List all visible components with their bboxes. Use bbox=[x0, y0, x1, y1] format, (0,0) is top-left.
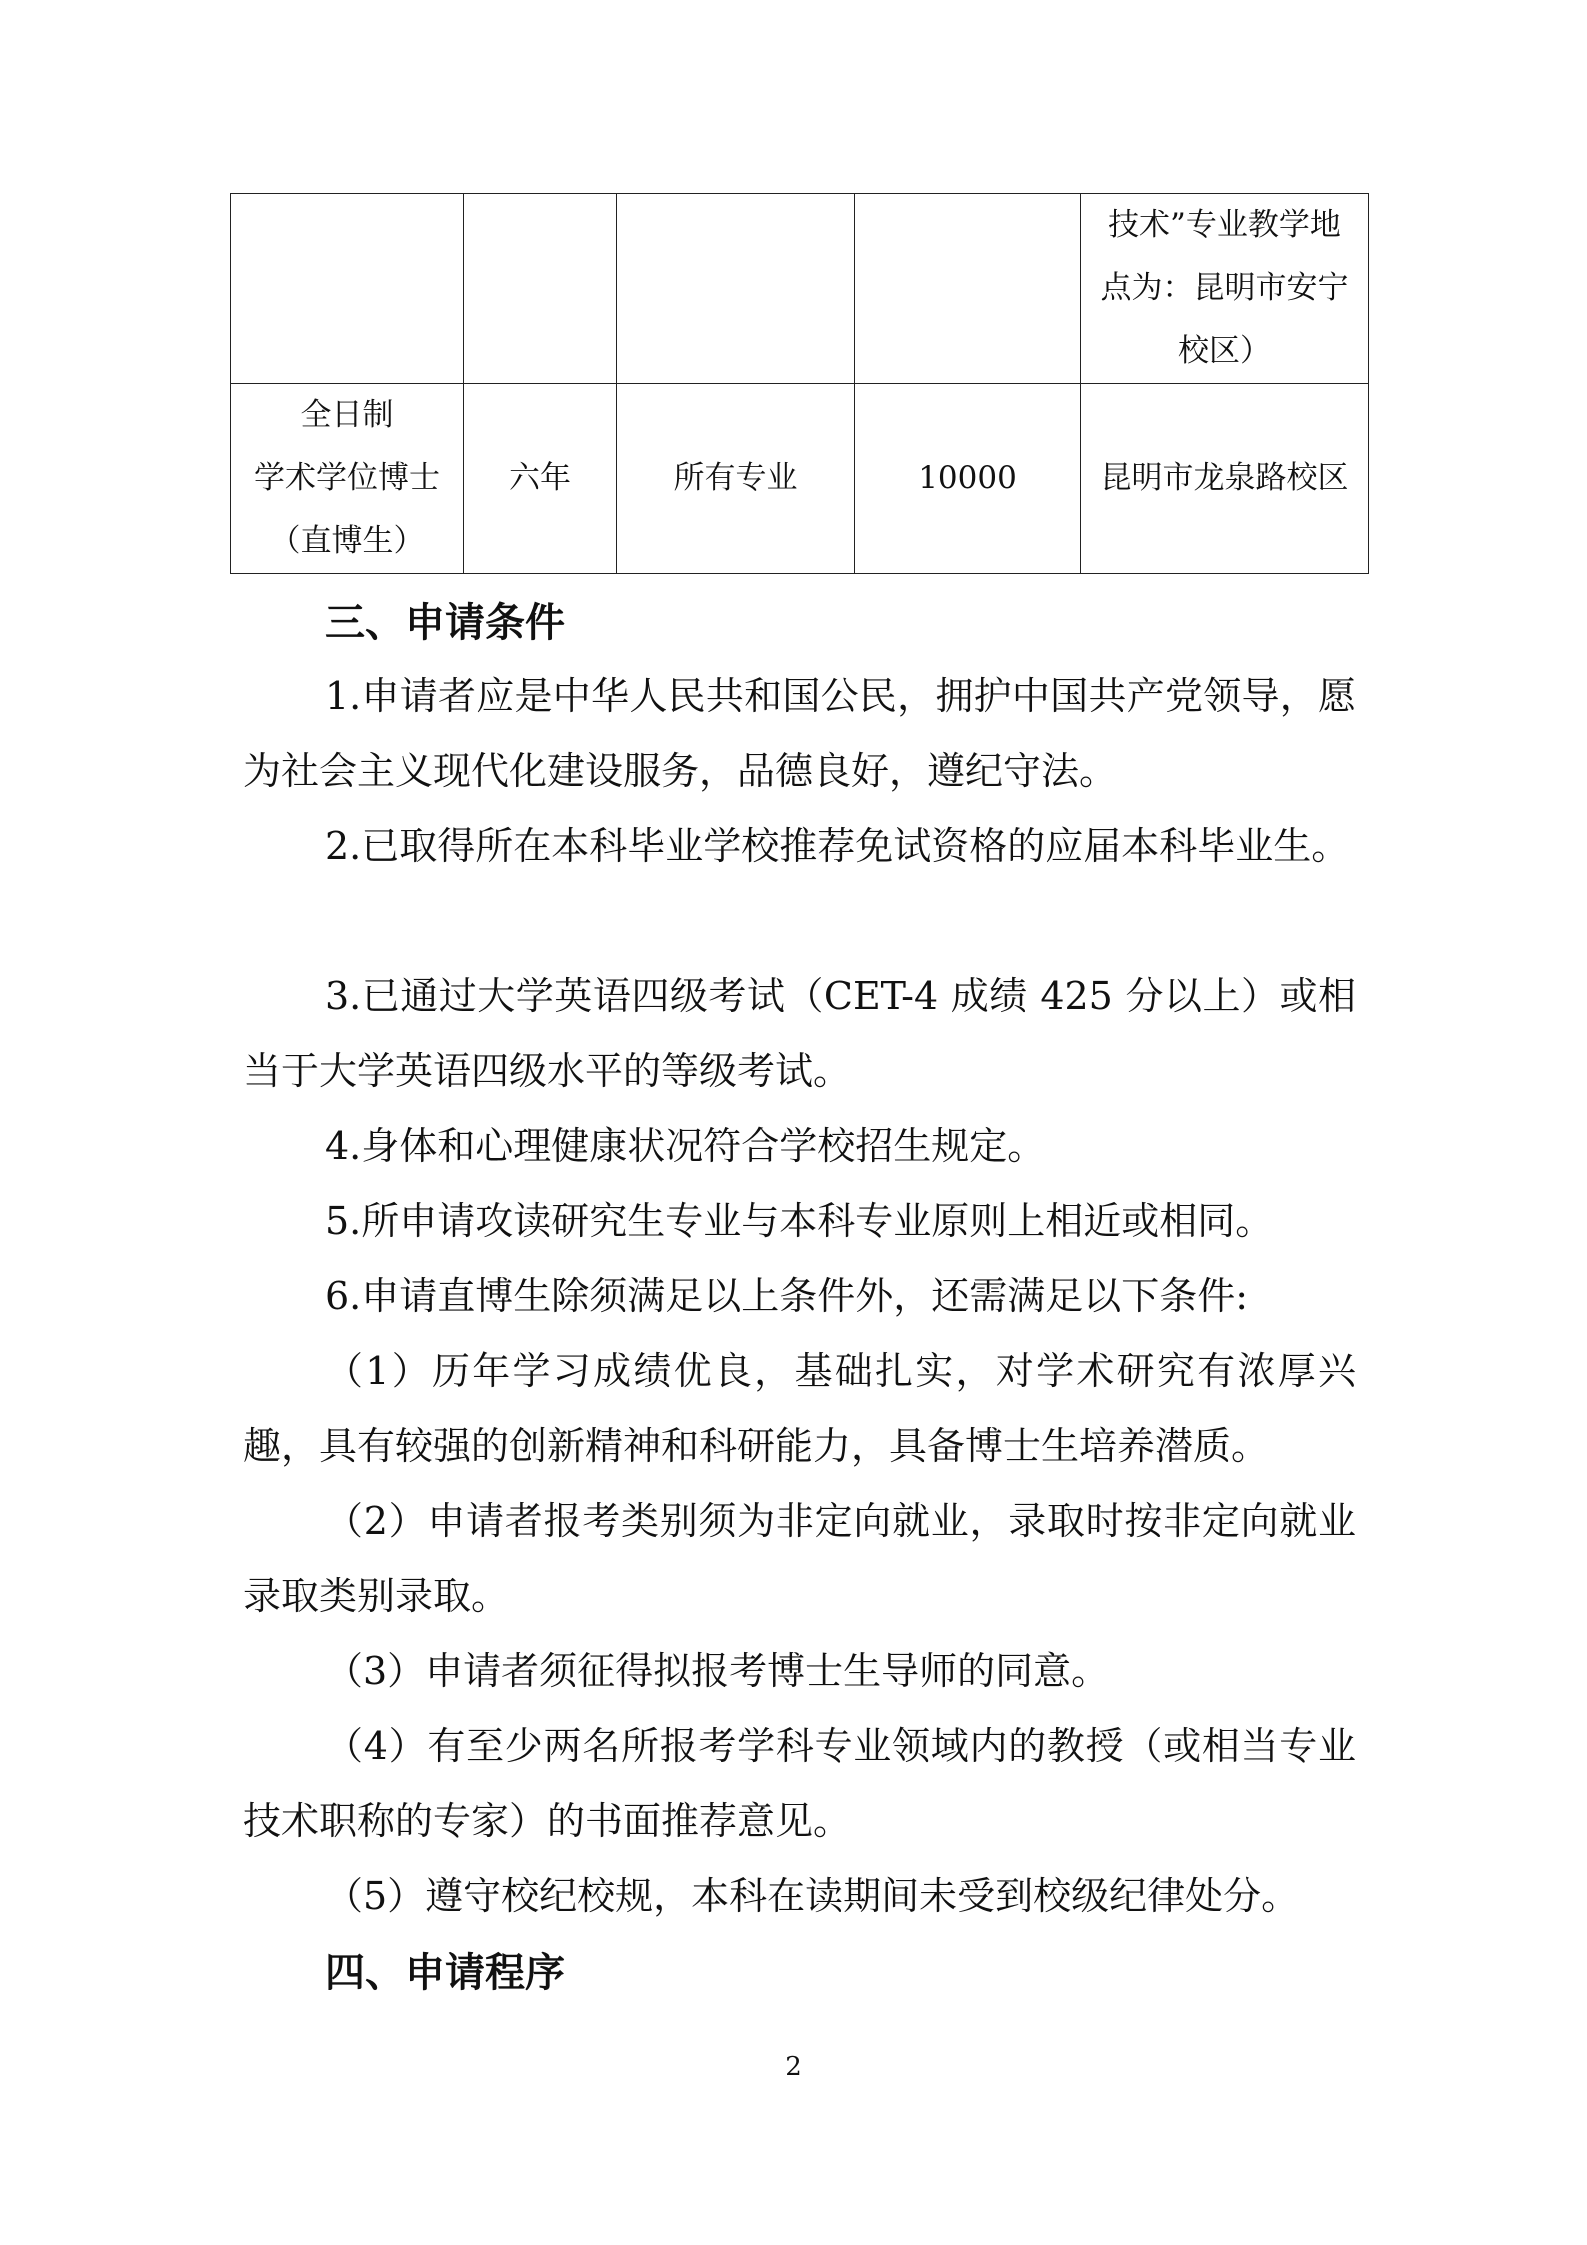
paragraph: （4）有至少两名所报考学科专业领域内的教授（或相当专业技术职称的专家）的书面推荐意见。 bbox=[243, 1724, 1356, 1843]
paragraph: （2）申请者报考类别须为非定向就业，录取时按非定向就业录取类别录取。 bbox=[243, 1499, 1356, 1618]
table-cell-location: 昆明市龙泉路校区 bbox=[1081, 384, 1369, 574]
table-row bbox=[231, 384, 1369, 574]
table-cell bbox=[464, 194, 617, 384]
cell-line: 学术学位博士 bbox=[254, 460, 440, 496]
table-cell bbox=[617, 194, 855, 384]
paragraph: （1）历年学习成绩优良，基础扎实，对学术研究有浓厚兴趣，具有较强的创新精神和科研能力，具备博士生培养潜质。 bbox=[243, 1349, 1356, 1468]
program-table bbox=[230, 193, 1369, 574]
cell-line: （直博生） bbox=[269, 523, 425, 559]
cell-line: 校区） bbox=[1178, 333, 1271, 369]
paragraph: 6.申请直博生除须满足以上条件外，还需满足以下条件: bbox=[325, 1274, 1249, 1318]
table-cell-tuition: 10000 bbox=[855, 384, 1081, 574]
paragraph: （3）申请者须征得拟报考博士生导师的同意。 bbox=[325, 1649, 1110, 1693]
table-cell-major: 所有专业 bbox=[617, 384, 855, 574]
table-cell-location bbox=[1081, 194, 1369, 384]
table-cell-duration: 六年 bbox=[464, 384, 617, 574]
paragraph: 3.已通过大学英语四级考试（CET-4 成绩 425 分以上）或相当于大学英语四级水平的等级考试。 bbox=[243, 974, 1356, 1093]
table-row bbox=[231, 194, 1369, 384]
page-number: 2 bbox=[785, 2052, 802, 2082]
table-cell-degree-type bbox=[231, 384, 464, 574]
paragraph: 1.申请者应是中华人民共和国公民，拥护中国共产党领导，愿为社会主义现代化建设服务，品德良好，遵纪守法。 bbox=[243, 674, 1356, 793]
paragraph: （5）遵守校纪校规，本科在读期间未受到校级纪律处分。 bbox=[325, 1874, 1300, 1918]
paragraph: 5.所申请攻读研究生专业与本科专业原则上相近或相同。 bbox=[325, 1199, 1274, 1243]
section-heading: 四、申请程序 bbox=[325, 1950, 565, 1996]
section-heading: 三、申请条件 bbox=[325, 600, 565, 646]
cell-line: 点为：昆明市安宁 bbox=[1100, 270, 1349, 306]
table-cell bbox=[231, 194, 464, 384]
paragraph: 4.身体和心理健康状况符合学校招生规定。 bbox=[325, 1124, 1046, 1168]
table-cell bbox=[855, 194, 1081, 384]
paragraph: 2.已取得所在本科毕业学校推荐免试资格的应届本科毕业生。 bbox=[325, 824, 1350, 868]
cell-line: 全日制 bbox=[300, 397, 394, 433]
cell-line: 技术”专业教学地 bbox=[1108, 207, 1341, 243]
